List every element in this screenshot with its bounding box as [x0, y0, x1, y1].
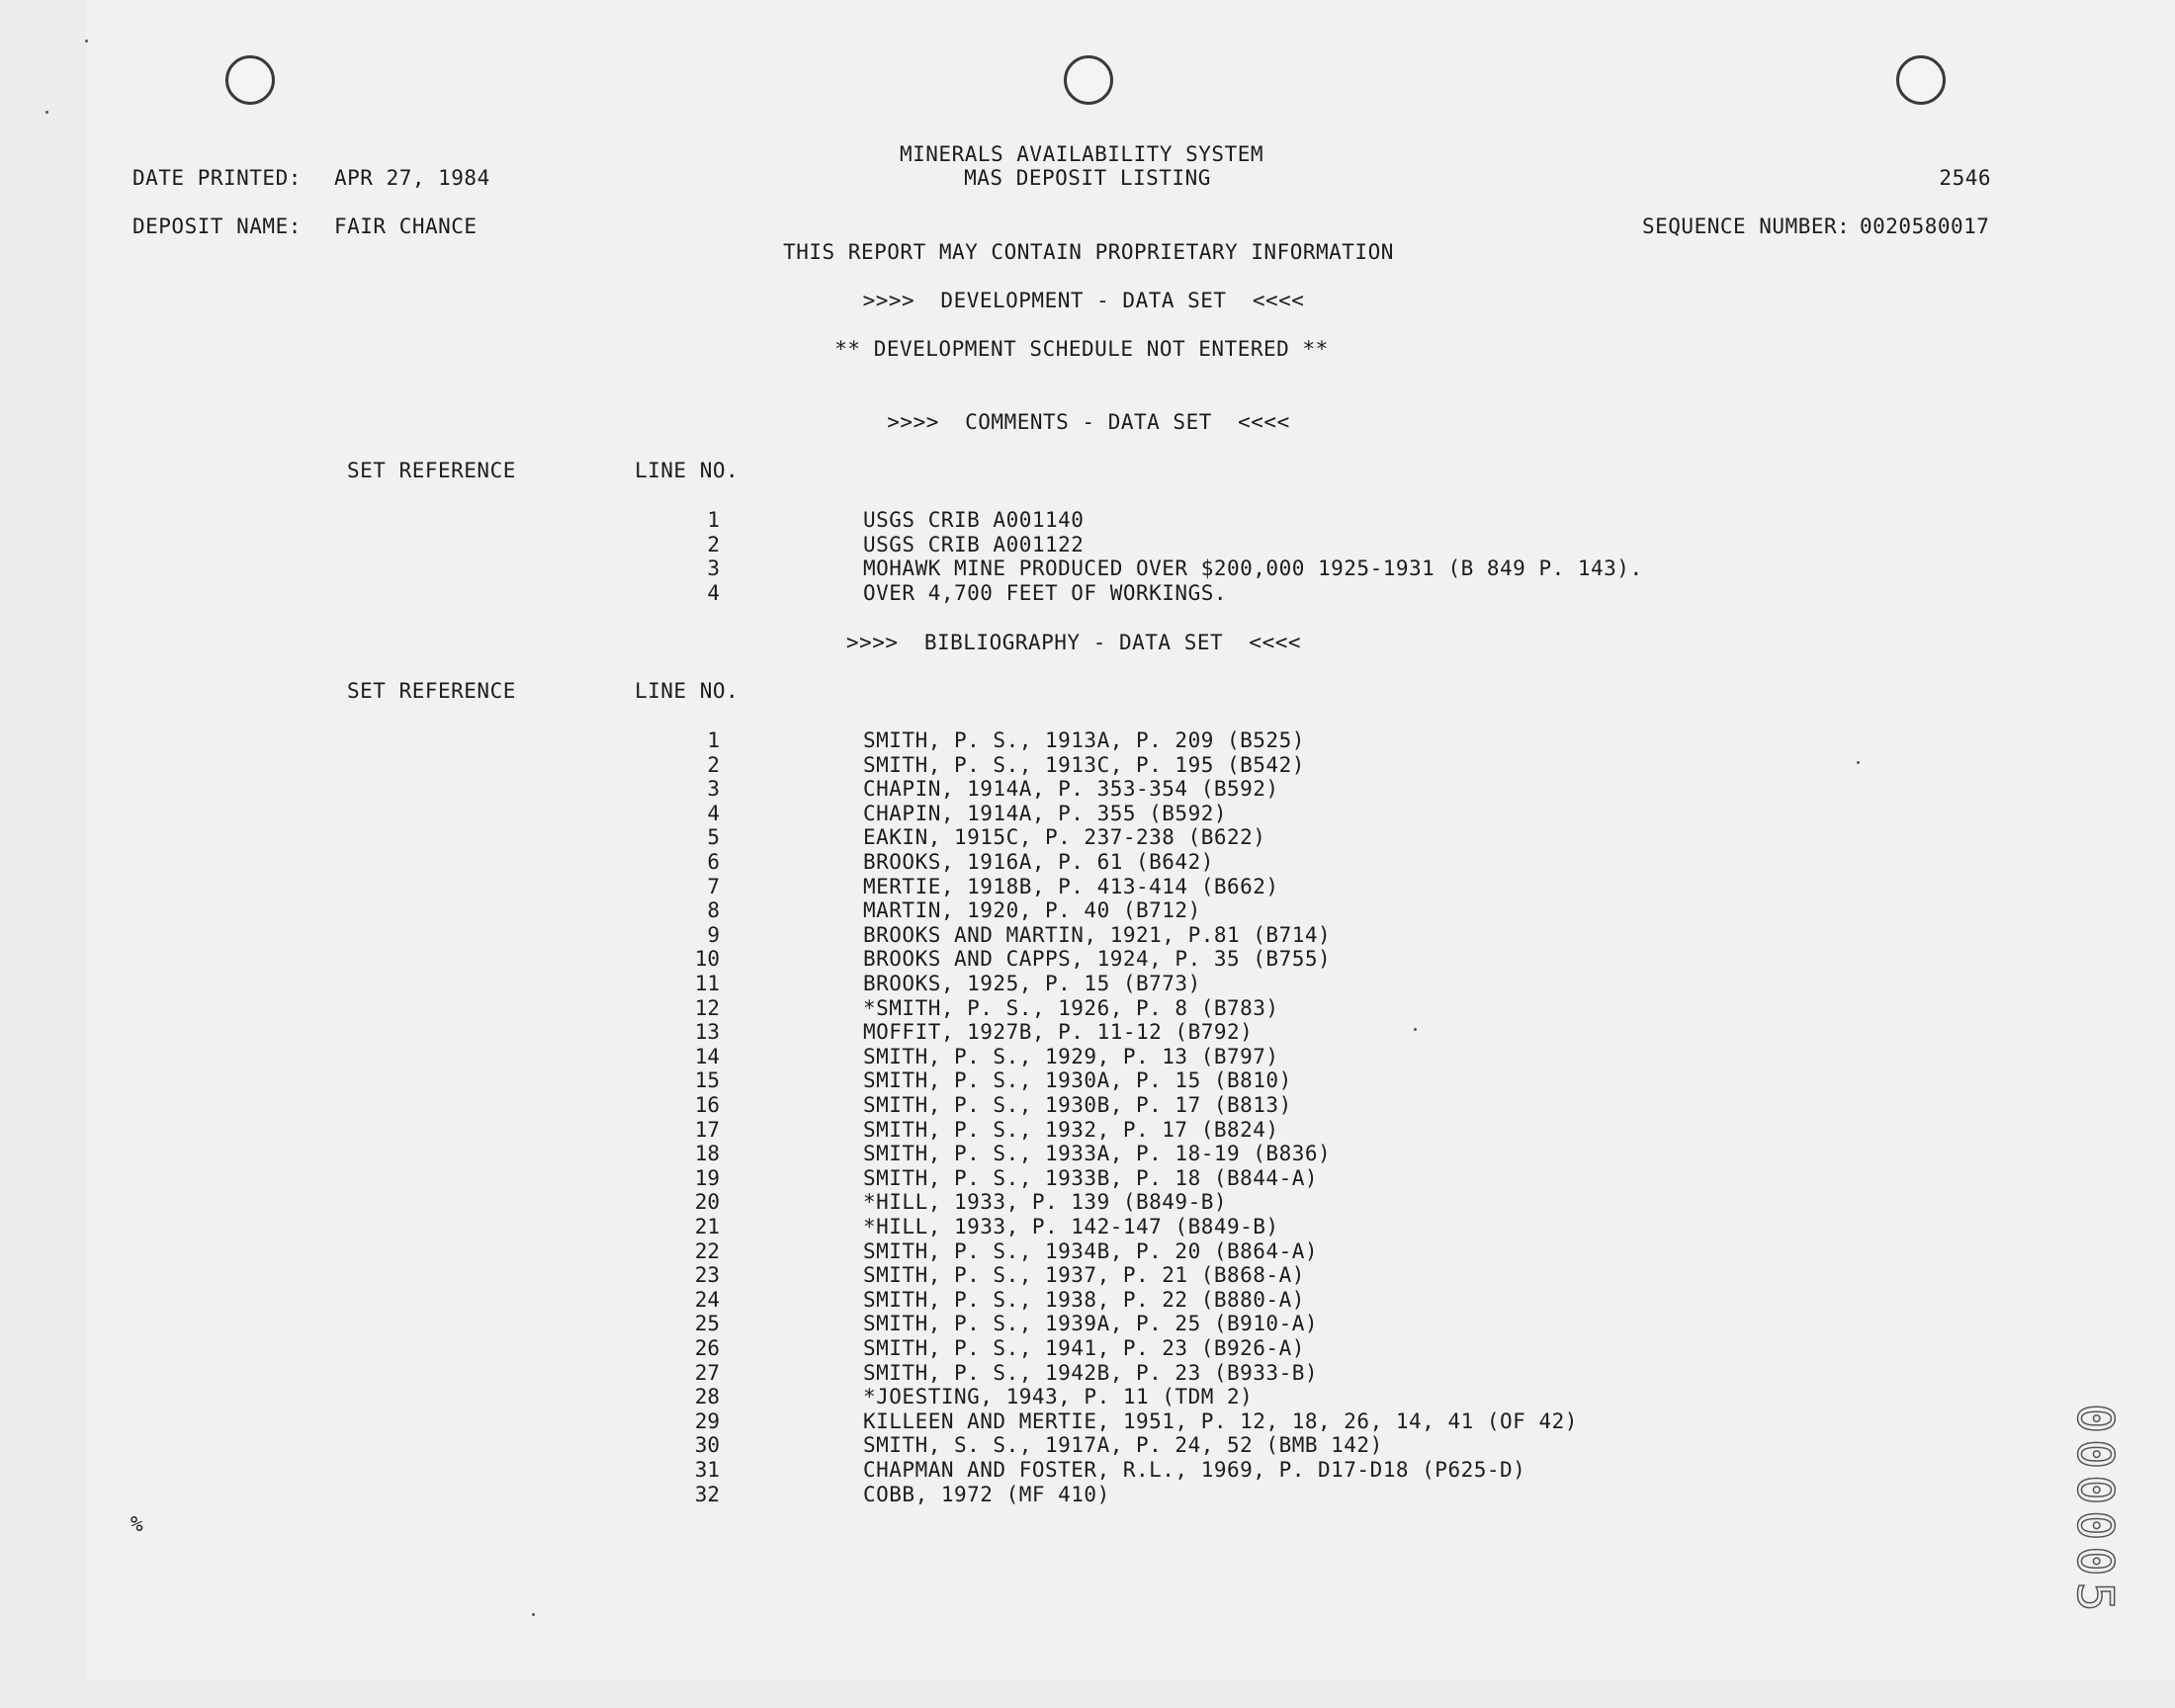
speck: [532, 1613, 535, 1616]
line-number: 32: [694, 1482, 720, 1506]
line-number: 4: [707, 801, 720, 825]
speck: [85, 40, 88, 43]
bibliography-entry: *HILL, 1933, P. 139 (B849-B): [863, 1190, 1228, 1215]
comments-heading: >>>> COMMENTS - DATA SET <<<<: [887, 410, 1290, 434]
bibliography-entry: SMITH, P. S., 1937, P. 21 (B868-A): [863, 1263, 1305, 1288]
line-number: 2: [707, 532, 720, 556]
punch-hole-left: [225, 55, 275, 105]
bibliography-entry: SMITH, P. S., 1913A, P. 209 (B525): [863, 728, 1305, 752]
line-number: 29: [694, 1409, 720, 1433]
line-number: 11: [694, 972, 720, 995]
comment-text: MOHAWK MINE PRODUCED OVER $200,000 1925-1931 (B 849 P. 143).: [863, 556, 1643, 581]
line-number: 26: [694, 1336, 720, 1360]
sequence-value: 0020580017: [1860, 214, 1990, 238]
sequence-label: SEQUENCE NUMBER:: [1642, 214, 1851, 238]
comment-text: USGS CRIB A001122: [863, 532, 1085, 556]
line-number: 31: [694, 1458, 720, 1482]
line-number: 1: [707, 728, 720, 752]
line-number: 12: [694, 995, 720, 1020]
bibliography-entry: BROOKS AND MARTIN, 1921, P.81 (B714): [863, 922, 1332, 947]
bibliography-col-set-reference: SET REFERENCE: [347, 679, 516, 703]
line-number: 23: [694, 1263, 720, 1288]
comment-text: USGS CRIB A001140: [863, 508, 1085, 532]
bibliography-entry: MOFFIT, 1927B, P. 11-12 (B792): [863, 1020, 1254, 1045]
date-printed-value: APR 27, 1984: [334, 166, 490, 190]
bibliography-entry: *SMITH, P. S., 1926, P. 8 (B783): [863, 995, 1279, 1020]
line-number: 17: [694, 1117, 720, 1142]
proprietary-notice: THIS REPORT MAY CONTAIN PROPRIETARY INFORMATION: [783, 240, 1394, 264]
bibliography-entry: BROOKS AND CAPPS, 1924, P. 35 (B755): [863, 947, 1332, 972]
system-title: MINERALS AVAILABILITY SYSTEM: [899, 142, 1264, 166]
bibliography-entry: SMITH, P. S., 1930B, P. 17 (B813): [863, 1093, 1292, 1117]
line-number: 14: [694, 1044, 720, 1068]
line-number: 21: [694, 1215, 720, 1238]
line-number: 1: [707, 508, 720, 532]
date-printed-label: DATE PRINTED:: [132, 166, 302, 190]
punch-hole-center: [1064, 55, 1113, 105]
line-number: 7: [707, 874, 720, 898]
line-number: 16: [694, 1093, 720, 1117]
line-number: 10: [694, 947, 720, 972]
line-number: 22: [694, 1238, 720, 1263]
line-number: 25: [694, 1312, 720, 1336]
line-number: 5: [707, 825, 720, 850]
speck: [45, 111, 48, 114]
line-number: 28: [694, 1385, 720, 1409]
development-note: ** DEVELOPMENT SCHEDULE NOT ENTERED **: [834, 337, 1329, 361]
bibliography-entry: SMITH, P. S., 1939A, P. 25 (B910-A): [863, 1312, 1319, 1336]
bibliography-heading: >>>> BIBLIOGRAPHY - DATA SET <<<<: [845, 631, 1302, 654]
margin-stamp-text: 000005: [2066, 1404, 2124, 1618]
line-number: 8: [707, 898, 720, 923]
bibliography-entry: SMITH, S. S., 1917A, P. 24, 52 (BMB 142): [863, 1433, 1383, 1458]
line-number: 4: [707, 580, 720, 605]
deposit-name-value: FAIR CHANCE: [334, 214, 478, 238]
bibliography-entry: KILLEEN AND MERTIE, 1951, P. 12, 18, 26, 14, 41 (OF 42): [863, 1409, 1578, 1433]
line-number: 13: [694, 1020, 720, 1045]
listing-title: MAS DEPOSIT LISTING: [964, 166, 1211, 190]
bibliography-entry: BROOKS, 1916A, P. 61 (B642): [863, 850, 1214, 874]
bibliography-entry: COBB, 1972 (MF 410): [863, 1482, 1110, 1506]
footer-mark: %: [130, 1512, 144, 1536]
margin-stamp: [2066, 1404, 2126, 1618]
line-number: 15: [694, 1068, 720, 1093]
comments-col-line-no: LINE NO.: [635, 459, 740, 482]
bibliography-entry: SMITH, P. S., 1913C, P. 195 (B542): [863, 752, 1305, 777]
line-number: 24: [694, 1287, 720, 1312]
bibliography-entry: CHAPMAN AND FOSTER, R.L., 1969, P. D17-D18 (P625-D): [863, 1458, 1526, 1482]
bibliography-entry: SMITH, P. S., 1929, P. 13 (B797): [863, 1044, 1279, 1068]
bibliography-entry: MARTIN, 1920, P. 40 (B712): [863, 898, 1201, 923]
line-number: 2: [707, 752, 720, 777]
line-number: 27: [694, 1360, 720, 1385]
bibliography-entry: SMITH, P. S., 1941, P. 23 (B926-A): [863, 1336, 1305, 1360]
bibliography-entry: SMITH, P. S., 1932, P. 17 (B824): [863, 1117, 1279, 1142]
comments-col-set-reference: SET REFERENCE: [347, 459, 516, 482]
bibliography-entry: MERTIE, 1918B, P. 413-414 (B662): [863, 874, 1279, 898]
bibliography-entry: CHAPIN, 1914A, P. 353-354 (B592): [863, 777, 1279, 802]
development-heading: >>>> DEVELOPMENT - DATA SET <<<<: [862, 289, 1305, 312]
bibliography-entry: SMITH, P. S., 1942B, P. 23 (B933-B): [863, 1360, 1319, 1385]
bibliography-entry: CHAPIN, 1914A, P. 355 (B592): [863, 801, 1228, 825]
bibliography-entry: SMITH, P. S., 1933A, P. 18-19 (B836): [863, 1142, 1332, 1166]
bibliography-entry: SMITH, P. S., 1933B, P. 18 (B844-A): [863, 1165, 1319, 1190]
bibliography-entry: *HILL, 1933, P. 142-147 (B849-B): [863, 1215, 1279, 1238]
line-number: 18: [694, 1142, 720, 1166]
speck: [1414, 1028, 1417, 1031]
line-number: 30: [694, 1433, 720, 1458]
deposit-name-label: DEPOSIT NAME:: [132, 214, 302, 238]
bibliography-entry: SMITH, P. S., 1938, P. 22 (B880-A): [863, 1287, 1305, 1312]
line-number: 3: [707, 556, 720, 581]
comment-text: OVER 4,700 FEET OF WORKINGS.: [863, 580, 1228, 605]
line-number: 19: [694, 1165, 720, 1190]
line-number: 6: [707, 850, 720, 874]
bibliography-entry: SMITH, P. S., 1934B, P. 20 (B864-A): [863, 1238, 1319, 1263]
line-number: 3: [707, 777, 720, 802]
punch-hole-right: [1896, 55, 1946, 105]
bibliography-col-line-no: LINE NO.: [635, 679, 740, 703]
bibliography-entry: SMITH, P. S., 1930A, P. 15 (B810): [863, 1068, 1292, 1093]
speck: [1857, 761, 1860, 764]
line-number: 9: [707, 922, 720, 947]
line-number: 20: [694, 1190, 720, 1215]
bibliography-entry: BROOKS, 1925, P. 15 (B773): [863, 972, 1201, 995]
bibliography-entry: EAKIN, 1915C, P. 237-238 (B622): [863, 825, 1266, 850]
page-number: 2546: [1939, 166, 1991, 190]
bibliography-entry: *JOESTING, 1943, P. 11 (TDM 2): [863, 1385, 1254, 1409]
